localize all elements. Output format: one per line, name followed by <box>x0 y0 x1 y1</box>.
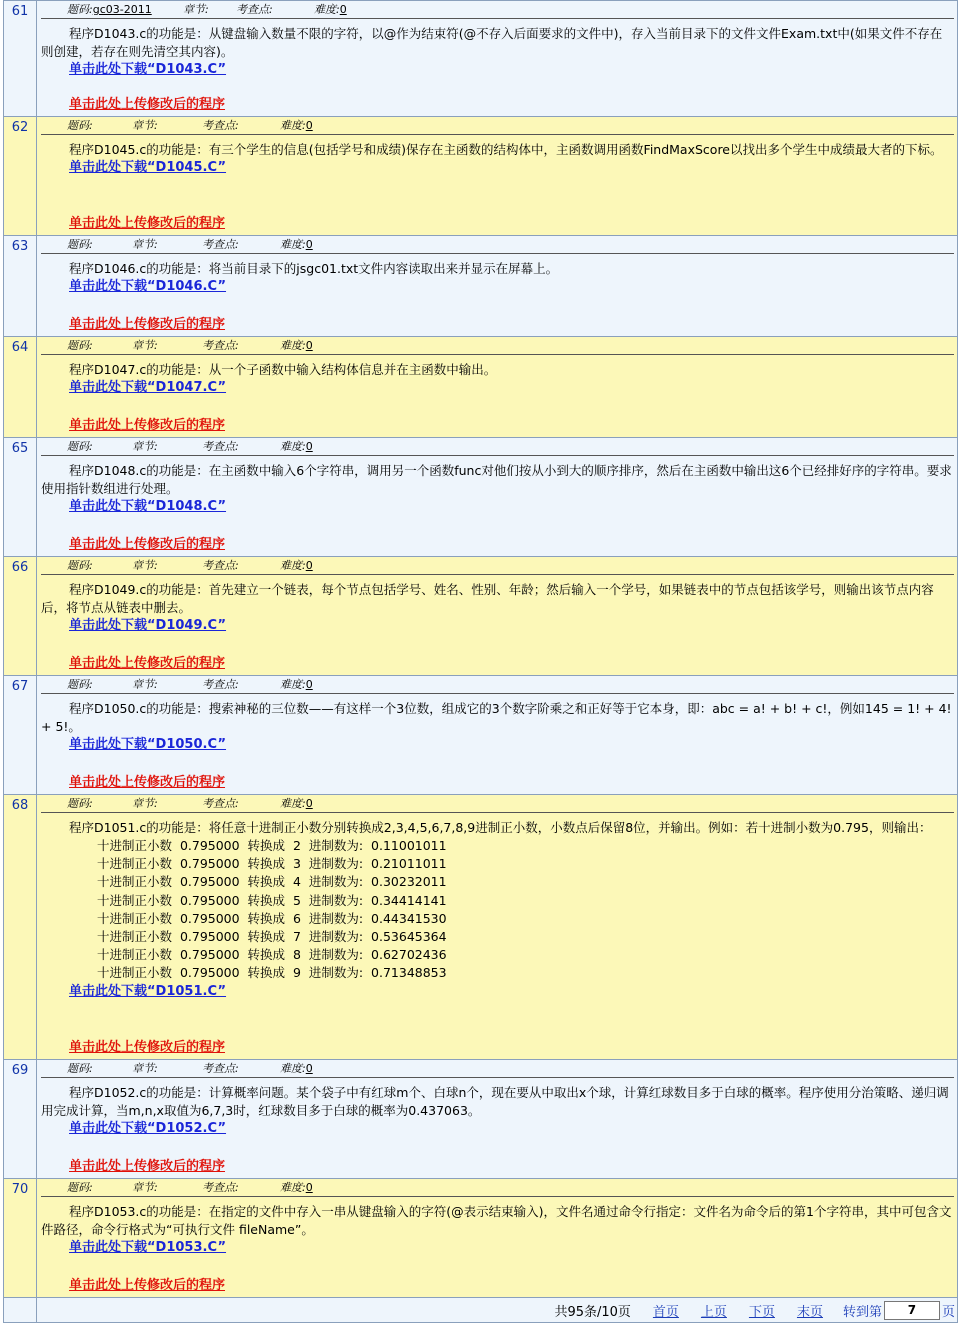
difficulty-value: 0 <box>305 1062 313 1075</box>
problem-number: 63 <box>4 236 37 336</box>
problem-number: 62 <box>4 117 37 235</box>
code-label: 题码: <box>67 339 93 352</box>
chapter-label: 章节: <box>132 678 158 691</box>
problem-description: 程序D1046.c的功能是：将当前目录下的jsgc01.txt文件内容读取出来并显示在屏幕上。 <box>69 261 559 276</box>
problem-body <box>37 1060 957 1178</box>
difficulty-label: 难度:0 <box>280 559 313 572</box>
pagination-bar <box>3 1298 958 1323</box>
problem-number: 70 <box>4 1179 37 1297</box>
problem-meta <box>41 236 954 254</box>
download-link[interactable]: 单击此处下载“D1050.C” <box>69 737 227 752</box>
output-line: 十进制正小数 0.795000 转换成 3 进制数为: 0.21011011 <box>97 856 447 872</box>
difficulty-value: 0 <box>305 119 313 132</box>
total-count: 共95条/10页 <box>554 1304 631 1320</box>
chapter-label: 章节: <box>132 559 158 572</box>
problem-body <box>37 795 957 1059</box>
difficulty-value: 0 <box>305 440 313 453</box>
problem-row <box>3 795 958 1060</box>
goto-page-input[interactable] <box>884 1301 940 1320</box>
next-page-link[interactable]: 下页 <box>748 1304 775 1320</box>
difficulty-label: 难度:0 <box>280 797 313 810</box>
difficulty-value: 0 <box>305 1181 313 1194</box>
problem-row <box>3 117 958 236</box>
difficulty-label: 难度:0 <box>280 678 313 691</box>
difficulty-value: 0 <box>305 559 313 572</box>
output-line: 十进制正小数 0.795000 转换成 4 进制数为: 0.30232011 <box>97 874 447 890</box>
problem-row <box>3 1179 958 1298</box>
download-link[interactable]: 单击此处下载“D1051.C” <box>69 983 227 999</box>
upload-link[interactable]: 单击此处上传修改后的程序 <box>69 656 226 671</box>
chapter-label: 章节: <box>183 3 209 16</box>
goto-prefix: 转到第 <box>842 1304 882 1320</box>
problem-description: 程序D1051.c的功能是：将任意十进制正小数分别转换成2,3,4,5,6,7,8,9进制正小数，小数点后保留8位，并输出。例如：若十进制小数为0.795，则输出： <box>69 820 932 835</box>
problem-number: 65 <box>4 438 37 556</box>
problem-row <box>3 236 958 337</box>
download-link[interactable]: 单击此处下载“D1047.C” <box>69 380 227 395</box>
code-label: 题码: <box>67 1062 93 1075</box>
upload-link[interactable]: 单击此处上传修改后的程序 <box>69 216 226 231</box>
problem-body <box>37 236 957 336</box>
problem-meta <box>41 1 954 19</box>
problem-row <box>3 0 958 117</box>
problem-description: 程序D1050.c的功能是：搜索神秘的三位数——有这样一个3位数，组成它的3个数字阶乘之和正好等于它本身，即：abc = a! + b! + c!，例如145 = 1! + 4! + 5!。 <box>41 701 952 734</box>
problem-description: 程序D1052.c的功能是：计算概率问题。某个袋子中有红球m个、白球n个，现在要从中取出x个球，计算红球数目多于白球的概率。程序使用分治策略、递归调用完成计算，当m,n,x取值为6,7,3时，红球数目多于白球的概率为0.437063。 <box>41 1085 949 1118</box>
code-label: 题码: <box>67 1181 93 1194</box>
problem-number: 69 <box>4 1060 37 1178</box>
upload-link[interactable]: 单击此处上传修改后的程序 <box>69 1040 226 1055</box>
problem-body <box>37 557 957 675</box>
difficulty-label: 难度:0 <box>280 339 313 352</box>
prev-page-link[interactable]: 上页 <box>700 1304 727 1320</box>
chapter-label: 章节: <box>132 339 158 352</box>
upload-link[interactable]: 单击此处上传修改后的程序 <box>69 1159 226 1174</box>
code-label: 题码: <box>67 440 93 453</box>
download-link[interactable]: 单击此处下载“D1053.C” <box>69 1240 227 1255</box>
last-page-link[interactable]: 末页 <box>796 1304 823 1320</box>
output-line: 十进制正小数 0.795000 转换成 2 进制数为: 0.11001011 <box>97 838 447 853</box>
problem-number: 67 <box>4 676 37 794</box>
problem-description: 程序D1047.c的功能是：从一个子函数中输入结构体信息并在主函数中输出。 <box>69 362 497 377</box>
point-label: 考查点: <box>202 440 239 453</box>
upload-link[interactable]: 单击此处上传修改后的程序 <box>69 317 226 332</box>
point-label: 考查点: <box>202 1181 239 1194</box>
chapter-label: 章节: <box>132 440 158 453</box>
difficulty-label: 难度:0 <box>280 440 313 453</box>
problem-row <box>3 557 958 676</box>
upload-link[interactable]: 单击此处上传修改后的程序 <box>69 537 226 552</box>
problem-meta <box>41 337 954 355</box>
difficulty-value: 0 <box>305 678 313 691</box>
problem-description: 程序D1049.c的功能是：首先建立一个链表，每个节点包括学号、姓名、性别、年龄；然后输入一个学号，如果链表中的节点包括该学号，则输出该节点内容后，将节点从链表中删去。 <box>41 582 934 615</box>
point-label: 考查点: <box>202 339 239 352</box>
difficulty-value: 0 <box>305 797 313 810</box>
code-value: gc03-2011 <box>92 3 152 16</box>
pager-spacer <box>4 1298 37 1322</box>
upload-link[interactable]: 单击此处上传修改后的程序 <box>69 418 226 433</box>
problem-description: 程序D1043.c的功能是：从键盘输入数量不限的字符，以@作为结束符(@不存入后面要求的文件中)，存入当前目录下的文件文件Exam.txt中(如果文件不存在则创建，若存在则先清空其内容)。 <box>41 26 943 59</box>
difficulty-label: 难度:0 <box>280 119 313 132</box>
problem-number: 61 <box>4 1 37 116</box>
problem-meta <box>41 1060 954 1078</box>
chapter-label: 章节: <box>132 119 158 132</box>
problem-body <box>37 117 957 235</box>
difficulty-label: 难度:0 <box>280 238 313 251</box>
problem-number: 66 <box>4 557 37 675</box>
problem-row <box>3 337 958 438</box>
code-label: 题码: <box>67 559 93 572</box>
code-label: 题码:gc03-2011 <box>67 3 152 16</box>
upload-link[interactable]: 单击此处上传修改后的程序 <box>69 775 226 790</box>
problem-row <box>3 1060 958 1179</box>
download-link[interactable]: 单击此处下载“D1043.C” <box>69 62 227 77</box>
output-line: 十进制正小数 0.795000 转换成 7 进制数为: 0.53645364 <box>97 929 447 945</box>
chapter-label: 章节: <box>132 797 158 810</box>
problem-meta <box>41 795 954 813</box>
download-link[interactable]: 单击此处下载“D1052.C” <box>69 1121 227 1136</box>
goto-suffix: 页 <box>941 1304 955 1320</box>
problem-body <box>37 337 957 437</box>
problem-meta <box>41 117 954 135</box>
problem-description: 程序D1053.c的功能是：在指定的文件中存入一串从键盘输入的字符(@表示结束输入)，文件名通过命令行指定：文件名为命令后的第1个字符串，其中可包含文件路径，命令行格式为“可执行文件 fileName”。 <box>41 1204 952 1237</box>
problem-description: 程序D1045.c的功能是：有三个学生的信息(包括学号和成绩)保存在主函数的结构体中，主函数调用函数FindMaxScore以找出多个学生中成绩最大者的下标。 <box>69 142 943 157</box>
problem-number: 64 <box>4 337 37 437</box>
point-label: 考查点: <box>202 119 239 132</box>
point-label: 考查点: <box>202 1062 239 1075</box>
chapter-label: 章节: <box>132 238 158 251</box>
problem-row <box>3 438 958 557</box>
problem-body <box>37 676 957 794</box>
pager-body <box>37 1298 957 1322</box>
first-page-link[interactable]: 首页 <box>652 1304 679 1320</box>
point-label: 考查点: <box>202 238 239 251</box>
point-label: 考查点: <box>202 797 239 810</box>
problem-body <box>37 1179 957 1297</box>
difficulty-label: 难度:0 <box>280 1181 313 1194</box>
problem-number: 68 <box>4 795 37 1059</box>
problem-body <box>37 1 957 116</box>
problem-description: 程序D1048.c的功能是：在主函数中输入6个字符串，调用另一个函数func对他们按从小到大的顺序排序，然后在主函数中输出这6个已经排好序的字符串。要求使用指针数组进行处理。 <box>41 463 952 496</box>
difficulty-value: 0 <box>339 3 347 16</box>
code-label: 题码: <box>67 678 93 691</box>
problem-meta <box>41 676 954 694</box>
chapter-label: 章节: <box>132 1181 158 1194</box>
output-line: 十进制正小数 0.795000 转换成 6 进制数为: 0.44341530 <box>97 910 447 926</box>
problem-meta <box>41 1179 954 1197</box>
download-link[interactable]: 单击此处下载“D1048.C” <box>69 499 227 514</box>
code-label: 题码: <box>67 797 93 810</box>
point-label: 考查点: <box>236 3 273 16</box>
problem-list <box>3 0 958 1323</box>
download-link[interactable]: 单击此处下载“D1045.C” <box>69 160 227 175</box>
upload-link[interactable]: 单击此处上传修改后的程序 <box>69 1278 226 1293</box>
output-line: 十进制正小数 0.795000 转换成 8 进制数为: 0.62702436 <box>97 947 447 963</box>
download-link[interactable]: 单击此处下载“D1049.C” <box>69 618 227 633</box>
point-label: 考查点: <box>202 559 239 572</box>
difficulty-label: 难度:0 <box>314 3 347 16</box>
code-label: 题码: <box>67 238 93 251</box>
download-link[interactable]: 单击此处下载“D1046.C” <box>69 279 227 294</box>
point-label: 考查点: <box>202 678 239 691</box>
problem-meta <box>41 557 954 575</box>
difficulty-value: 0 <box>305 238 313 251</box>
difficulty-value: 0 <box>305 339 313 352</box>
output-line: 十进制正小数 0.795000 转换成 9 进制数为: 0.71348853 <box>97 965 447 981</box>
problem-body <box>37 438 957 556</box>
problem-row <box>3 676 958 795</box>
difficulty-label: 难度:0 <box>280 1062 313 1075</box>
code-label: 题码: <box>67 119 93 132</box>
output-line: 十进制正小数 0.795000 转换成 5 进制数为: 0.34414141 <box>97 892 447 908</box>
chapter-label: 章节: <box>132 1062 158 1075</box>
upload-link[interactable]: 单击此处上传修改后的程序 <box>69 97 226 112</box>
problem-meta <box>41 438 954 456</box>
